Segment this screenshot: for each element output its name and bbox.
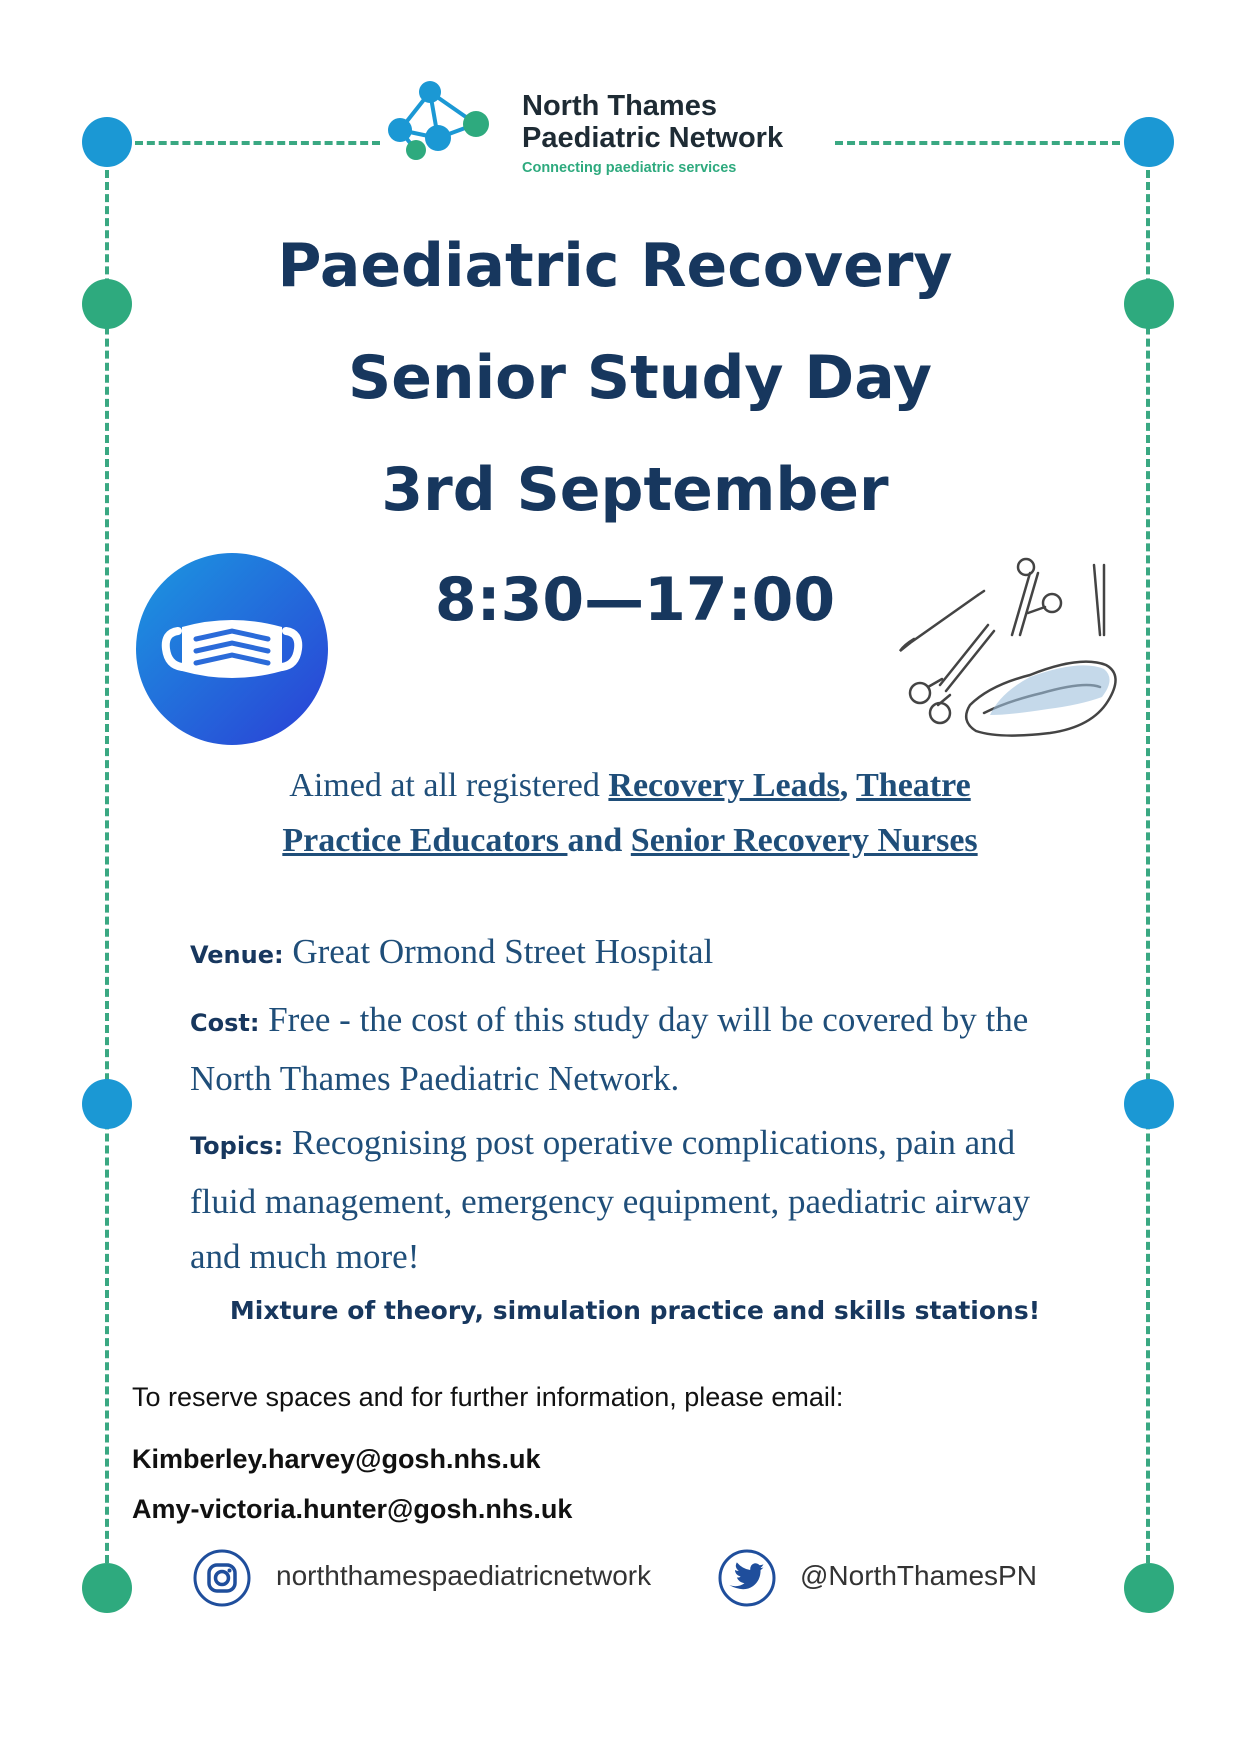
- twitter-icon[interactable]: [718, 1549, 776, 1607]
- top-border-left: [135, 141, 380, 145]
- surgical-instruments-icon: [880, 555, 1120, 755]
- topics-value: Recognising post operative complications, pain and fluid management, emergency equipment, paediatric airway and much more!: [190, 1123, 1030, 1276]
- audience-prefix: Aimed at all registered: [289, 767, 609, 804]
- email-link-amy-victoria[interactable]: Amy-victoria.hunter@gosh.nhs.uk: [132, 1494, 573, 1524]
- corner-dot-top-left: [82, 117, 132, 167]
- side-dot-left-lower: [82, 1079, 132, 1129]
- title-line-2: Senior Study Day: [347, 343, 932, 413]
- cost-label: Cost:: [190, 1009, 260, 1037]
- audience-separator: ,: [839, 767, 857, 804]
- top-border-right: [835, 141, 1120, 145]
- venue-value: Great Ormond Street Hospital: [283, 932, 714, 971]
- instagram-handle[interactable]: norththamespaediatricnetwork: [276, 1560, 652, 1591]
- logo-tagline: Connecting paediatric services: [522, 160, 737, 176]
- corner-dot-bottom-left: [82, 1563, 132, 1613]
- logo-name-line1: North Thames: [522, 90, 717, 122]
- face-mask-icon: [136, 553, 328, 745]
- network-molecule-logo: [380, 78, 510, 168]
- instagram-icon[interactable]: [193, 1549, 251, 1607]
- title-line-3: 3rd September: [381, 455, 889, 525]
- contact-intro: To reserve spaces and for further information, please email:: [132, 1382, 844, 1412]
- twitter-handle[interactable]: @NorthThamesPN: [800, 1560, 1037, 1591]
- title-line-4: 8:30—17:00: [434, 565, 836, 635]
- cost-value: Free - the cost of this study day will be covered by the North Thames Paediatric Network.: [190, 1000, 1029, 1098]
- corner-dot-bottom-right: [1124, 1563, 1174, 1613]
- venue-label: Venue:: [190, 941, 284, 969]
- venue-row: [190, 924, 1080, 983]
- topics-label: Topics:: [190, 1132, 284, 1160]
- email-link-kimberley[interactable]: Kimberley.harvey@gosh.nhs.uk: [132, 1444, 541, 1474]
- audience-role-practice-educators: Practice Educators: [282, 822, 568, 859]
- corner-dot-top-right: [1124, 117, 1174, 167]
- side-dot-right-lower: [1124, 1079, 1174, 1129]
- audience-role-recovery-leads: Recovery Leads: [608, 767, 840, 804]
- title-line-1: Paediatric Recovery: [277, 231, 953, 301]
- audience-text: [180, 758, 1080, 868]
- cost-row: [190, 992, 1080, 1106]
- logo-name-line2: Paediatric Network: [522, 122, 784, 154]
- logo-name: [522, 90, 783, 154]
- highlight-text: Mixture of theory, simulation practice and skills stations!: [229, 1296, 1041, 1325]
- audience-role-theatre: Theatre: [856, 767, 971, 804]
- audience-role-senior-recovery-nurses: Senior Recovery Nurses: [630, 822, 978, 859]
- topics-row: [190, 1115, 1080, 1284]
- audience-joiner: and: [567, 822, 631, 859]
